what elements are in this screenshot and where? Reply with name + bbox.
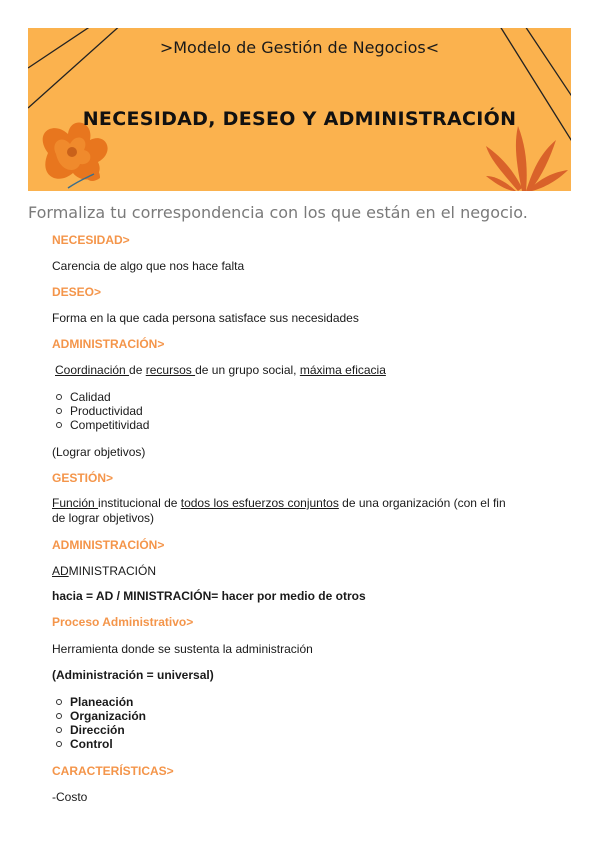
underlined-term: máxima eficacia <box>299 363 386 377</box>
header-banner <box>28 28 571 191</box>
text-caracteristicas: -Costo <box>52 790 88 804</box>
flower-icon <box>43 123 108 188</box>
heading-administracion-2: ADMINISTRACIÓN> <box>52 538 165 552</box>
etymology: hacia = AD / MINISTRACIÓN= hacer por medio de otros <box>52 589 366 603</box>
underlined-term: Función <box>52 496 99 510</box>
banner-subtitle: >Modelo de Gestión de Negocios< <box>159 38 440 57</box>
page-title: NECESIDAD, DESEO Y ADMINISTRACIÓN <box>82 108 517 130</box>
plant-icon <box>486 126 568 191</box>
bullet-list-proceso <box>52 695 146 751</box>
list-item: Productividad <box>52 404 149 418</box>
underlined-term: recursos <box>145 363 196 377</box>
definition-administracion: Coordinación de recursos de un grupo social, máxima eficacia <box>55 363 386 377</box>
heading-caracteristicas: CARACTERÍSTICAS> <box>52 764 174 778</box>
list-item: Control <box>52 737 146 751</box>
tagline: Formaliza tu correspondencia con los que están en el negocio. <box>28 203 528 222</box>
heading-necesidad: NECESIDAD> <box>52 233 130 247</box>
text-proceso: Herramienta donde se sustenta la administración <box>52 642 313 656</box>
heading-deseo: DESEO> <box>52 285 102 299</box>
list-item: Planeación <box>52 695 146 709</box>
bullet-list-administracion <box>52 390 149 432</box>
list-item: Organización <box>52 709 146 723</box>
underlined-term: todos los esfuerzos conjuntos <box>180 496 339 510</box>
text-gestion: Función institucional de todos los esfuerzos conjuntos de una organización (con el fin de lograr objetivos) <box>52 496 506 525</box>
underlined-prefix: AD <box>52 564 69 578</box>
note-objetivos: (Lograr objetivos) <box>52 445 146 459</box>
underlined-term: Coordinación <box>55 363 130 377</box>
list-item: Dirección <box>52 723 146 737</box>
text-necesidad: Carencia de algo que nos hace falta <box>52 259 245 273</box>
heading-proceso: Proceso Administrativo> <box>52 615 194 629</box>
text-universal: (Administración = universal) <box>52 668 214 682</box>
list-item: Competitividad <box>52 418 149 432</box>
list-item: Calidad <box>52 390 149 404</box>
text-deseo: Forma en la que cada persona satisface sus necesidades <box>52 311 359 325</box>
heading-gestion: GESTIÓN> <box>52 471 114 485</box>
heading-administracion: ADMINISTRACIÓN> <box>52 337 165 351</box>
word-administracion: ADMINISTRACIÓN <box>52 564 157 578</box>
